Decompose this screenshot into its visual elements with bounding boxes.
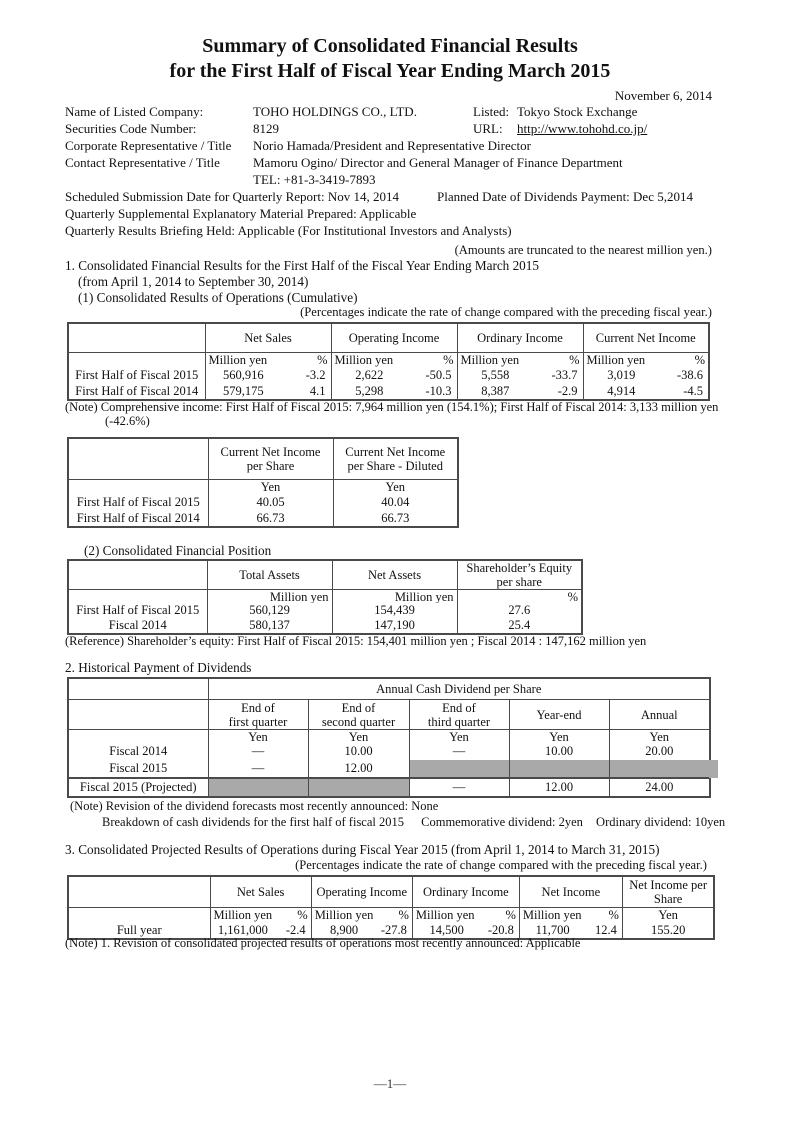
results-note-line1: (Note) Comprehensive income: First Half of Fiscal 2015: 7,964 million yen (154.1%); First Half of Fiscal 2014: 3,133 million yen (65, 400, 719, 414)
unit-cell: Million yen (331, 353, 407, 368)
header-line: End of (341, 700, 376, 715)
header-line: Net Income per (629, 878, 707, 892)
table-row (68, 778, 710, 797)
units-row (68, 590, 582, 604)
telephone: TEL: +81-3-3419-7893 (253, 172, 376, 187)
value-cell: 40.04 (333, 494, 458, 510)
value-cell: 66.73 (333, 510, 458, 527)
cell (68, 480, 208, 495)
table-row (68, 367, 709, 383)
unit-cell: Yen (609, 730, 710, 744)
value-cell: 66.73 (208, 510, 333, 527)
unit-cell: Yen (333, 480, 458, 495)
column-header: Operating Income (331, 323, 457, 353)
section1-pct-note: (Percentages indicate the rate of change compared with the preceding fiscal year.) (300, 305, 712, 319)
info-row (65, 189, 745, 206)
value-cell: 25.4 (457, 618, 582, 634)
info-row (65, 138, 745, 155)
units-row (68, 908, 714, 923)
header-line: Current Net Income (220, 445, 321, 459)
pct-cell: -2.9 (533, 383, 583, 400)
company-url-link[interactable]: http://www.tohohd.co.jp/ (517, 121, 648, 136)
row-label: First Half of Fiscal 2015 (68, 603, 207, 618)
unit-cell: % (281, 353, 331, 368)
results-note-line2: (-42.6%) (105, 414, 150, 428)
value-cell: 24.00 (609, 778, 710, 797)
span-header: Annual Cash Dividend per Share (208, 678, 710, 700)
column-header: Total Assets (207, 560, 332, 590)
unit-cell: Million yen (457, 353, 533, 368)
header-line: per Share (246, 459, 295, 473)
cell (68, 730, 208, 744)
value-cell: — (409, 743, 509, 760)
contact-representative: Mamoru Ogino/ Director and General Manager of Finance Department (253, 155, 623, 170)
table-header-row (68, 438, 458, 480)
unit-cell: Million yen (311, 908, 376, 923)
submission-date: Scheduled Submission Date for Quarterly Report: Nov 14, 2014 (65, 189, 399, 204)
section3-pct-note: (Percentages indicate the rate of change compared with the preceding fiscal year.) (295, 858, 707, 872)
corner-cell (68, 700, 208, 730)
financial-position-table (67, 559, 583, 635)
table-row (68, 510, 458, 527)
column-header: Net Assets (332, 560, 457, 590)
page-number: —1— (373, 1076, 407, 1091)
section3-heading: 3. Consolidated Projected Results of Operations during Fiscal Year 2015 (from April 1, 2014 to March 31, 2015) (65, 842, 660, 857)
document-date: November 6, 2014 (614, 88, 712, 103)
info-label: Securities Code Number: (65, 121, 197, 136)
column-header: Ordinary Income (412, 876, 519, 908)
column-header: Net Sales (205, 323, 331, 353)
unit-cell: Million yen (583, 353, 659, 368)
info-row (65, 172, 745, 189)
value-cell: 5,558 (457, 367, 533, 383)
value-cell: 8,387 (457, 383, 533, 400)
unit-cell: Million yen (519, 908, 585, 923)
value-cell: — (208, 743, 308, 760)
value-cell: 580,137 (207, 618, 332, 634)
units-row (68, 480, 458, 495)
header-line: second quarter (321, 714, 396, 729)
row-label: First Half of Fiscal 2015 (68, 367, 205, 383)
table-header-row (68, 876, 714, 908)
url-label: URL: (473, 121, 503, 136)
row-label: Fiscal 2014 (68, 743, 208, 760)
section1-sub1-heading: (1) Consolidated Results of Operations (Cumulative) (78, 290, 358, 305)
units-row (68, 730, 710, 744)
dividends-table (67, 677, 711, 798)
value-cell: 4,914 (583, 383, 659, 400)
unit-cell: Yen (308, 730, 409, 744)
table-row (68, 618, 582, 634)
value-cell: 1,161,000 (210, 922, 275, 939)
pct-cell: -33.7 (533, 367, 583, 383)
column-header (457, 560, 582, 590)
masked-cell (509, 760, 609, 778)
unit-cell: Million yen (332, 590, 457, 604)
unit-cell: Yen (409, 730, 509, 744)
title-line-2: for the First Half of Fiscal Year Ending March 2015 (169, 60, 611, 82)
masked-cell (208, 778, 308, 797)
table-header-row (68, 700, 710, 730)
supplemental-material: Quarterly Supplemental Explanatory Material Prepared: Applicable (65, 206, 417, 221)
unit-cell: % (457, 590, 582, 604)
listed-label: Listed: (473, 104, 510, 119)
pct-cell: -50.5 (407, 367, 457, 383)
unit-cell: Million yen (205, 353, 281, 368)
table-row (68, 760, 710, 778)
unit-cell: Yen (622, 908, 714, 923)
unit-cell: % (533, 353, 583, 368)
unit-cell: Yen (208, 730, 308, 744)
unit-cell: % (376, 908, 412, 923)
listed-value: Tokyo Stock Exchange (517, 104, 638, 119)
value-cell: 147,190 (332, 618, 457, 634)
value-cell: 5,298 (331, 383, 407, 400)
row-label: First Half of Fiscal 2015 (68, 494, 208, 510)
masked-cell (609, 760, 710, 778)
title-line-1: Summary of Consolidated Financial Results (202, 35, 578, 57)
value-cell: — (409, 778, 509, 797)
value-cell: 12.00 (509, 778, 609, 797)
value-cell: 154,439 (332, 603, 457, 618)
value-cell: 10.00 (308, 743, 409, 760)
corner-cell (68, 678, 208, 700)
info-row (65, 104, 745, 121)
header-line: third quarter (427, 714, 491, 729)
unit-cell: Yen (509, 730, 609, 744)
column-header: Operating Income (311, 876, 412, 908)
pct-cell: 12.4 (585, 922, 622, 939)
value-cell: 10.00 (509, 743, 609, 760)
ordinary-dividend: Ordinary dividend: 10yen (596, 815, 726, 829)
masked-cell (308, 778, 409, 797)
unit-cell: Million yen (207, 590, 332, 604)
corner-cell (68, 438, 208, 480)
cell (68, 590, 207, 604)
header-line: End of (442, 700, 476, 715)
dividends-payment-date: Planned Date of Dividends Payment: Dec 5,2014 (437, 189, 693, 204)
info-row (65, 206, 745, 223)
gray-overflow-strip (709, 760, 718, 778)
column-header (622, 876, 714, 908)
pct-cell: -38.6 (659, 367, 709, 383)
unit-cell: % (407, 353, 457, 368)
value-cell: — (208, 760, 308, 778)
pct-cell: -3.2 (281, 367, 331, 383)
row-label: Fiscal 2014 (68, 618, 207, 634)
unit-cell: Million yen (412, 908, 480, 923)
value-cell: 3,019 (583, 367, 659, 383)
company-info (65, 104, 745, 240)
table-header-row (68, 323, 709, 353)
securities-code: 8129 (253, 121, 279, 136)
header-line: Share (653, 892, 683, 906)
pct-cell: -27.8 (376, 922, 412, 939)
corporate-representative: Norio Hamada/President and Representative Director (253, 138, 531, 153)
header-line: End of (241, 700, 275, 715)
pct-cell: 4.1 (281, 383, 331, 400)
unit-cell: % (275, 908, 311, 923)
projection-table (67, 875, 715, 940)
header-line: per Share - Diluted (347, 459, 443, 473)
info-row (65, 155, 745, 172)
amounts-note: (Amounts are truncated to the nearest million yen.) (454, 243, 712, 257)
units-row (68, 353, 709, 368)
pct-cell: -2.4 (275, 922, 311, 939)
results-briefing: Quarterly Results Briefing Held: Applicable (For Institutional Investors and Analysts) (65, 223, 512, 238)
row-label: First Half of Fiscal 2014 (68, 510, 208, 527)
info-row (65, 223, 745, 240)
value-cell: 14,500 (412, 922, 480, 939)
column-header: Year-end (509, 700, 609, 730)
info-row (65, 121, 745, 138)
dividends-note2 (102, 815, 725, 830)
projection-note: (Note) 1. Revision of consolidated projected results of operations most recently announced: Applicable (65, 936, 581, 950)
table-row (68, 743, 710, 760)
row-label: First Half of Fiscal 2014 (68, 383, 205, 400)
cell (68, 908, 210, 923)
value-cell: 560,129 (207, 603, 332, 618)
unit-cell: % (659, 353, 709, 368)
section1-heading: 1. Consolidated Financial Results for the First Half of the Fiscal Year Ending March 2015 (65, 258, 539, 273)
column-header: Net Sales (210, 876, 311, 908)
value-cell: 20.00 (609, 743, 710, 760)
row-label: Full year (68, 922, 210, 939)
info-label: Contact Representative / Title (65, 155, 220, 170)
unit-cell: Million yen (210, 908, 275, 923)
corner-cell (68, 323, 205, 353)
header-line: first quarter (228, 714, 288, 729)
dividends-note1: (Note) Revision of the dividend forecasts most recently announced: None (70, 799, 439, 813)
header-line: Current Net Income (345, 445, 446, 459)
dividends-note2-intro: Breakdown of cash dividends for the first half of fiscal 2015 (102, 815, 405, 829)
column-header: Ordinary Income (457, 323, 583, 353)
table-header-row (68, 678, 710, 700)
column-header (409, 700, 509, 730)
value-cell: 40.05 (208, 494, 333, 510)
commemorative-dividend: Commemorative dividend: 2yen (421, 815, 583, 829)
corner-cell (68, 560, 207, 590)
column-header (208, 438, 333, 480)
company-name: TOHO HOLDINGS CO., LTD. (253, 104, 417, 119)
table-header-row (68, 560, 582, 590)
corner-cell (68, 876, 210, 908)
value-cell: 11,700 (519, 922, 585, 939)
info-label: Name of Listed Company: (65, 104, 204, 119)
per-share-cell: 155.20 (622, 922, 714, 939)
column-header: Current Net Income (583, 323, 709, 353)
column-header (308, 700, 409, 730)
section2-heading: 2. Historical Payment of Dividends (65, 660, 252, 675)
document-title (10, 34, 770, 84)
unit-cell: % (585, 908, 622, 923)
value-cell: 2,622 (331, 367, 407, 383)
value-cell: 560,916 (205, 367, 281, 383)
row-label: Fiscal 2015 (68, 760, 208, 778)
column-header (208, 700, 308, 730)
pct-cell: -20.8 (480, 922, 519, 939)
row-label: Fiscal 2015 (Projected) (68, 778, 208, 797)
section1-period: (from April 1, 2014 to September 30, 2014) (78, 274, 309, 289)
column-header: Net Income (519, 876, 622, 908)
unit-cell: Yen (208, 480, 333, 495)
column-header: Annual (609, 700, 710, 730)
table-row (68, 603, 582, 618)
value-cell: 579,175 (205, 383, 281, 400)
value-cell: 8,900 (311, 922, 376, 939)
table-row (68, 494, 458, 510)
table-row (68, 383, 709, 400)
column-header (333, 438, 458, 480)
pct-cell: -4.5 (659, 383, 709, 400)
results-table (67, 322, 710, 401)
masked-cell (409, 760, 509, 778)
pct-cell: -10.3 (407, 383, 457, 400)
header-line: per share (496, 575, 542, 589)
unit-cell: % (480, 908, 519, 923)
info-label: Corporate Representative / Title (65, 138, 232, 153)
cell (68, 353, 205, 368)
section1-sub2-heading: (2) Consolidated Financial Position (84, 543, 272, 558)
position-reference: (Reference) Shareholder’s equity: First Half of Fiscal 2015: 154,401 million yen ; Fiscal 2014 : 147,162 million yen (65, 634, 647, 648)
header-line: Shareholder’s Equity (466, 561, 573, 575)
value-cell: 12.00 (308, 760, 409, 778)
value-cell: 27.6 (457, 603, 582, 618)
per-share-table (67, 437, 459, 528)
